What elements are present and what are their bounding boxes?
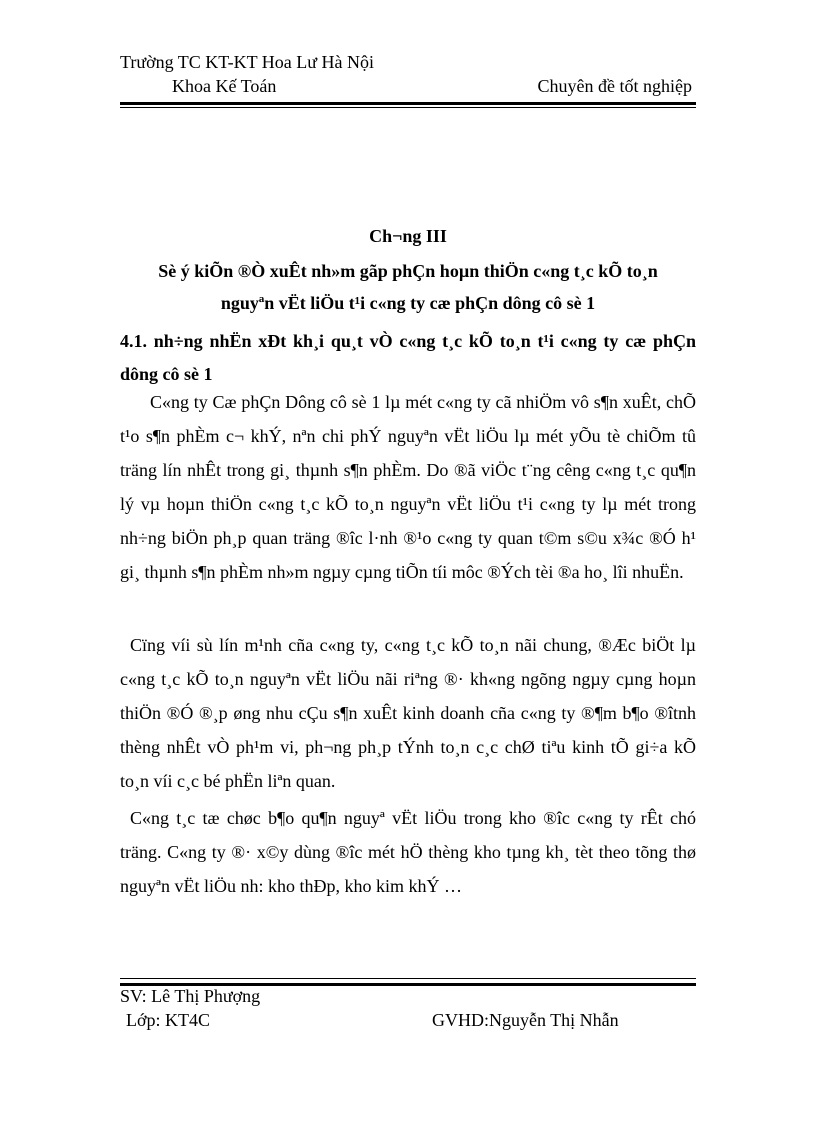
header-rule-thick (120, 102, 696, 105)
footer-rule-thin (120, 978, 696, 979)
student-name: SV: Lê Thị Phượng (120, 986, 261, 1006)
chapter-subtitle-line2: nguyªn vËt liÖu t¹i c«ng ty cæ phÇn dông cô sè 1 (220, 293, 596, 313)
header-rule-thin (120, 107, 696, 108)
chapter-title: Ch¬ng III (369, 226, 447, 246)
body-paragraph: C«ng ty Cæ phÇn Dông cô sè 1 lµ mét c«ng ty cã nhiÖm vô s¶n xuÊt, chÕ t¹o s¶n phÈm c¬ khÝ, nªn chi phÝ nguyªn vËt liÖu lµ mét yÕu tè chiÕm tû träng lín nhÊt trong gi¸ thµnh s¶n phÈm. Do ®ã viÖc t¨ng cêng c«ng t¸c qu¶n lý vµ hoµn thiÖn c«ng t¸c kÕ to¸n nguyªn vËt liÖu t¹i c«ng ty lµ mét trong nh÷ng biÖn ph¸p quan träng ®îc l·nh ®¹o c«ng ty quan t©m s©u x¾c ®Ó h¹ gi¸ thµnh s¶n phÈm nh»m ngµy cµng tiÕn tíi môc ®Ých tèi ®a ho¸ lîi nhuËn. (120, 392, 696, 582)
document-type: Chuyên đề tốt nghiệp (537, 76, 692, 96)
body-paragraph: Cïng víi sù lín m¹nh cña c«ng ty, c«ng t¸c kÕ to¸n nãi chung, ®Æc biÖt lµ c«ng t¸c kÕ to¸n nguyªn vËt liÖu nãi riªng ®· kh«ng ngõng ngµy cµng hoµn thiÖn ®Ó ®¸p øng nhu cÇu s¶n xuÊt kinh doanh cña c«ng ty ®¶m b¶o ®îtnh thèng nhÊt vÒ ph¹m vi, ph¬ng ph¸p tÝnh to¸n c¸c chØ tiªu kinh tÕ gi÷a kÕ to¸n víi c¸c bé phËn liªn quan. (120, 635, 696, 791)
body-paragraph: C«ng t¸c tæ chøc b¶o qu¶n nguyª vËt liÖu trong kho ®îc c«ng ty rÊt chó träng. C«ng ty ®· x©y dùng ®îc mét hÖ thèng kho tµng kh¸ tèt theo tõng thø nguyªn vËt liÖu nh: kho thÐp, kho kim khÝ … (120, 808, 696, 896)
school-name: Trường TC KT-KT Hoa Lư Hà Nội (120, 52, 375, 72)
class-name: Lớp: KT4C (126, 1010, 211, 1030)
supervisor-name: GVHD:Nguyễn Thị Nhẫn (432, 1010, 619, 1030)
section-heading: 4.1. nh÷ng nhËn xÐt kh¸i qu¸t vÒ c«ng t¸c kÕ to¸n t¹i c«ng ty cæ phÇn dông cô sè 1 (120, 331, 696, 384)
department-name: Khoa Kế Toán (172, 76, 277, 96)
chapter-subtitle-line1: Sè ý kiÕn ®Ò xuÊt nh»m gãp phÇn hoµn thiÖn c«ng t¸c kÕ to¸n (158, 261, 658, 281)
